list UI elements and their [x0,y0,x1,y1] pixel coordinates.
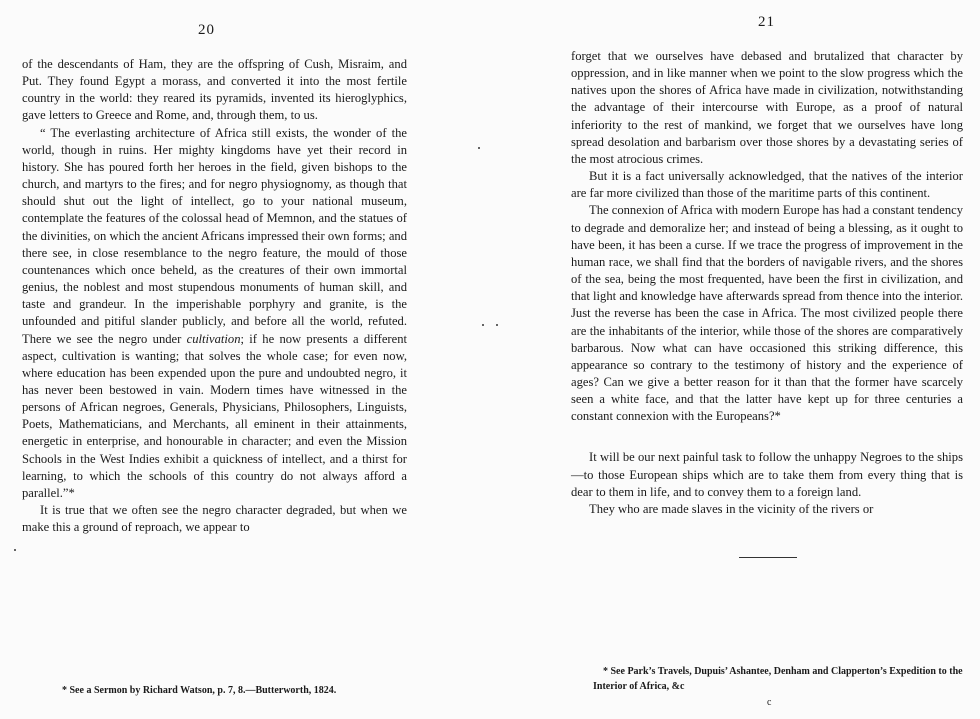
page-body [22,56,407,536]
right-page [510,0,980,719]
paragraph: It is true that we often see the negro character degraded, but when we make this a ground of reproach, we appear to [22,503,407,535]
quotation-paragraph [22,125,407,502]
paragraph: The connexion of Africa with modern Europe has had a constant tendency to degrade and demoralize her; and instead of being a blessing, as it ought to have been, it has been a curse. If we trace the progress of improvement in the human race, we shall find that the borders of navigable rivers, and the shores of the sea, being the most frequented, have been the first in civilization, and that light and knowledge have afterwards spread from thence into the interior. Just the reverse has been the case in Africa. The most civilized people there are the inhabitants of the interior, while those of the shores are comparatively barbarous. Now what can have occasioned this striking difference, this appearance so contrary to the testimony of history and the experience of ages? Can we give a better reason for it than that the former have scarcely seen a white face, and that the latter have kept up for three centuries a constant connexion with the Europeans?* [571,203,963,424]
print-speck [496,324,498,326]
paragraph: They who are made slaves in the vicinity of the rivers or [589,501,874,516]
print-speck [482,324,484,326]
paragraph-text: “ The everlasting architecture of Africa still exists, the wonder of the world, though in ruins. Her mighty kingdoms have yet their record in history. She has poured forth her heroes in the field, given bishops to the church, and martyrs to the fires; and for negro physiognomy, as though that should shut out the light of intellect, go to your national museum, contemplate the features of the colossal head of Memnon, and the statues of the divinities, on which the ancient Africans impressed their own forms; and there see, in close resemblance to the negro feature, the mould of those countenances which once beheld, as the creatures of their own immortal genius, the noblest and most stupendous monuments of human skill, and taste and grandeur. In the imperishable porphyry and granite, is the unfounded and pitiful slander publicly, and before all the world, refuted. There we see the negro under [22,125,407,346]
paragraph: of the descendants of Ham, they are the offspring of Cush, Misraim, and Put. They found Egypt a morass, and converted it into the most fertile country in the world: they reared its pyramids, invented its hieroglyphics, gave letters to Greece and Rome, and, through them, to us. [22,57,407,123]
page-number: 21 [758,14,775,30]
paragraph: It will be our next painful task to follow the unhappy Negroes to the ships—to those European ships which are to take them from every thing that is dear to them in life, and to convey them to a foreign land. [571,450,963,499]
left-page [0,0,470,719]
emphasis-text: cultivation [186,331,241,346]
paragraph: forget that we ourselves have debased and brutalized that character by oppression, and in like manner when we point to the slow progress which the natives upon the shores of Africa have made in civilization, notwithstanding the advantage of their intercourse with Europe, as a proof of natural inferiority to the rest of mankind, we forget that we ourselves have long spread desolation and barbarism over those shores by a devastating series of the most atrocious crimes. [571,49,963,166]
print-speck [14,549,16,551]
section-divider [739,557,797,558]
footnote: * See Park’s Travels, Dupuis’ Ashantee, Denham and Clapperton’s Expedition to the Interior of Africa, &c [593,666,963,692]
signature-mark: c [767,697,772,708]
footnote: * See a Sermon by Richard Watson, p. 7, 8.—Butterworth, 1824. [62,685,337,696]
paragraph-text: ; if he now presents a different aspect, cultivation is wanting; that solves the whole case; for even now, where education has been expended upon the pure and undoubted negro, it has never been bestowed in vain. Modern times have witnessed in the persons of African negroes, Generals, Physicians, Philosophers, Linguists, Poets, Mathematicians, and Merchants, all eminent in their attainments, energetic in enterprise, and honourable in character; and even the Mission Schools in the West Indies exhibit a quickness of intellect, and a thirst for learning, to which the schools of this country do not always afford a parallel.”* [22,331,407,500]
print-speck [478,147,480,149]
paragraph: But it is a fact universally acknowledged, that the natives of the interior are far more civilized than those of the maritime parts of this continent. [571,169,963,201]
page-number: 20 [198,22,215,38]
page-body [571,48,963,518]
